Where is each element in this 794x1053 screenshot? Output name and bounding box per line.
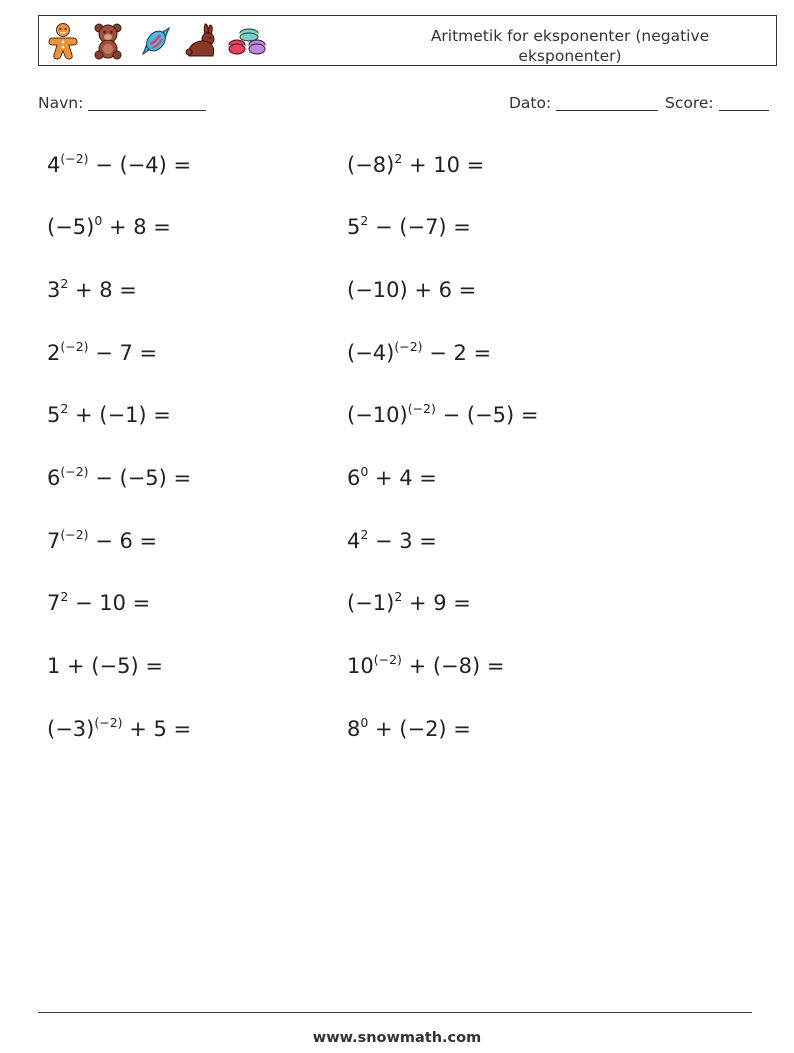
name-field <box>38 94 206 112</box>
problem-rest: − 2 = <box>422 341 492 365</box>
problem-3 <box>47 214 171 243</box>
problem-base: 1 + (−5) = <box>47 654 163 678</box>
problem-5 <box>47 277 137 306</box>
problem-rest: − (−7) = <box>368 215 471 239</box>
problem-exponent: (−2) <box>60 464 89 479</box>
teddy-bear-icon <box>91 22 125 60</box>
problem-exponent: (−2) <box>60 339 89 354</box>
name-blank[interactable] <box>88 110 206 111</box>
score-label: Score: <box>665 94 714 112</box>
problem-base: (−5) <box>47 215 95 239</box>
problem-17 <box>47 653 163 682</box>
problem-exponent: 2 <box>360 527 369 542</box>
problem-base: (−1) <box>347 591 395 615</box>
problem-base: (−10) <box>347 403 408 427</box>
problem-rest: − 3 = <box>368 529 437 553</box>
problem-base: (−4) <box>347 341 395 365</box>
problem-13 <box>47 528 157 557</box>
problem-rest: − 6 = <box>88 529 158 553</box>
problem-19 <box>47 716 191 745</box>
problem-base: 4 <box>347 529 361 553</box>
problem-exponent: (−2) <box>394 339 423 354</box>
problem-16 <box>347 590 471 619</box>
problem-exponent: 2 <box>360 213 369 228</box>
problem-rest: + 4 = <box>368 466 437 490</box>
problem-base: 3 <box>47 278 61 302</box>
problem-base: 5 <box>347 215 361 239</box>
problem-6 <box>347 277 476 306</box>
name-label: Navn: <box>38 94 84 112</box>
problem-20 <box>347 716 471 745</box>
footer-website: www.snowmath.com <box>312 1030 482 1046</box>
problem-exponent: 2 <box>394 589 403 604</box>
problem-exponent: 0 <box>360 715 369 730</box>
problem-base: (−3) <box>47 717 95 741</box>
worksheet-header <box>38 15 777 66</box>
problem-exponent: (−2) <box>60 151 89 166</box>
problem-rest: + 9 = <box>402 591 471 615</box>
problem-base: 7 <box>47 591 61 615</box>
problem-base: 4 <box>47 153 61 177</box>
date-label: Dato: <box>509 94 552 112</box>
problem-rest: + 10 = <box>402 153 485 177</box>
problem-rest: − (−5) = <box>88 466 192 490</box>
problem-base: 8 <box>347 717 361 741</box>
problem-exponent: 2 <box>60 276 69 291</box>
macarons-icon <box>227 22 269 60</box>
problem-exponent: (−2) <box>60 527 89 542</box>
problem-18 <box>347 653 504 682</box>
date-field <box>509 94 658 112</box>
problem-exponent: 2 <box>394 151 403 166</box>
problem-10 <box>347 402 538 431</box>
problem-rest: + 5 = <box>122 717 192 741</box>
gingerbread-man-icon <box>45 22 81 60</box>
candy-icon <box>139 22 173 60</box>
problem-rest: + (−2) = <box>368 717 471 741</box>
problem-7 <box>47 340 157 369</box>
problem-exponent: (−2) <box>407 401 436 416</box>
problem-base: 6 <box>47 466 61 490</box>
problem-base: (−10) + 6 = <box>347 278 477 302</box>
problem-11 <box>47 465 191 494</box>
problem-base: 7 <box>47 529 61 553</box>
problem-rest: + (−8) = <box>401 654 505 678</box>
score-field <box>665 94 769 112</box>
problem-1 <box>47 152 191 181</box>
worksheet-title: Aritmetik for eksponenter (negative eksponenter) <box>430 27 710 65</box>
problem-rest: − (−5) = <box>435 403 539 427</box>
header-icons <box>43 22 273 60</box>
problem-14 <box>347 528 437 557</box>
problem-rest: + 8 = <box>68 278 137 302</box>
problem-4 <box>347 214 471 243</box>
problem-base: 6 <box>347 466 361 490</box>
problem-exponent: 2 <box>60 401 69 416</box>
problem-12 <box>347 465 437 494</box>
problem-rest: − 10 = <box>68 591 151 615</box>
date-blank[interactable] <box>556 110 658 111</box>
problem-base: 10 <box>347 654 374 678</box>
score-blank[interactable] <box>719 110 769 111</box>
problem-base: 2 <box>47 341 61 365</box>
problem-rest: + 8 = <box>102 215 171 239</box>
problem-9 <box>47 402 171 431</box>
problem-exponent: 2 <box>60 589 69 604</box>
problem-rest: + (−1) = <box>68 403 171 427</box>
problem-2 <box>347 152 484 181</box>
problem-rest: − 7 = <box>88 341 158 365</box>
problem-rest: − (−4) = <box>88 153 192 177</box>
footer-divider <box>38 1012 752 1013</box>
problem-exponent: 0 <box>94 213 103 228</box>
problem-8 <box>347 340 491 369</box>
problem-exponent: 0 <box>360 464 369 479</box>
problem-exponent: (−2) <box>373 652 402 667</box>
problem-exponent: (−2) <box>94 715 123 730</box>
chocolate-bunny-icon <box>183 22 221 60</box>
problem-base: (−8) <box>347 153 395 177</box>
problem-base: 5 <box>47 403 61 427</box>
problem-15 <box>47 590 150 619</box>
